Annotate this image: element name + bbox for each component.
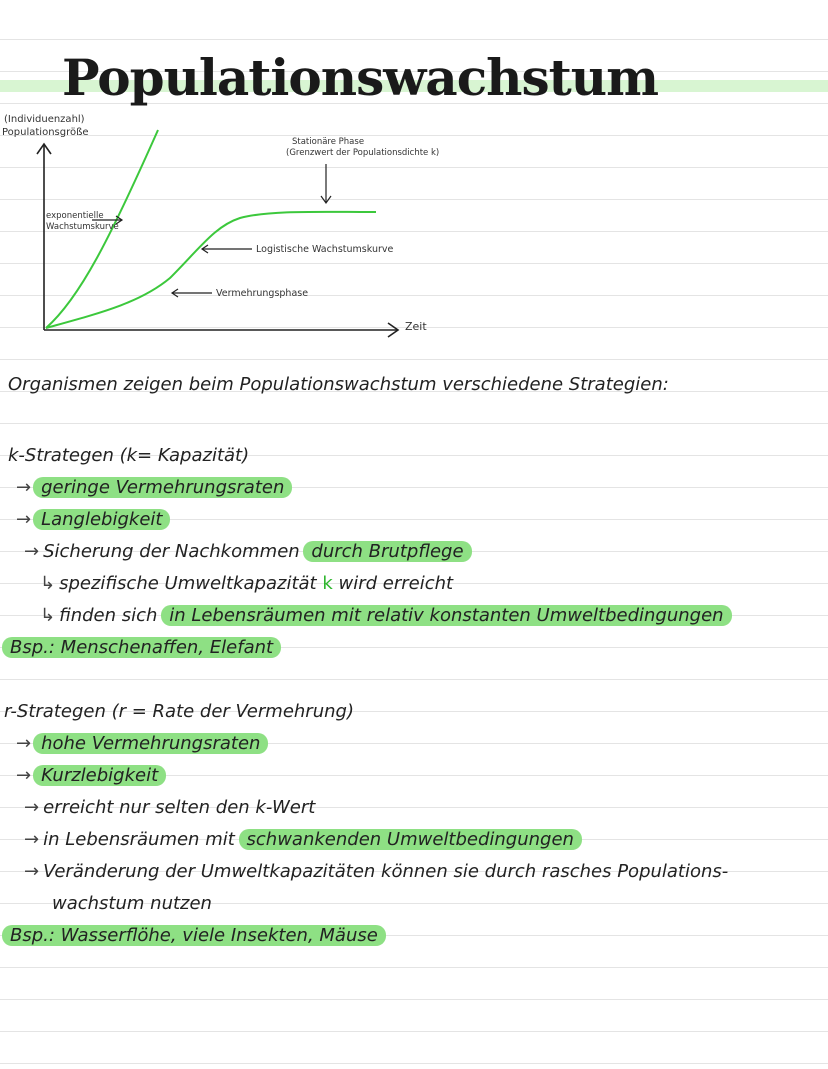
r-item-habitat (24, 829, 580, 850)
highlighted-text: Kurzlebigkeit (33, 765, 166, 786)
r-item-capacity-change-cont: wachstum nutzen (52, 893, 212, 914)
y-axis-label-count: (Individuenzahl) (4, 114, 85, 125)
reproduction-label: Vermehrungsphase (216, 288, 309, 299)
return-arrow-icon: ↳ (40, 573, 56, 594)
logistic-label: Logistische Wachstumskurve (256, 244, 394, 255)
arrow-icon: → (24, 541, 40, 562)
k-strategists-heading: k-Strategen (k= Kapazität) (8, 445, 250, 466)
plain-text: finden sich (59, 605, 158, 626)
plain-text: erreicht nur selten den k-Wert (43, 797, 316, 818)
r-strategists-heading: r-Strategen (r = Rate der Vermehrung) (4, 701, 354, 722)
exponential-label-1: exponentielle (46, 211, 104, 221)
r-example (4, 925, 384, 946)
highlighted-text: Bsp.: Wasserflöhe, viele Insekten, Mäuse (2, 925, 386, 946)
k-example (4, 637, 279, 658)
k-symbol: k (322, 573, 333, 594)
highlighted-text: geringe Vermehrungsraten (33, 477, 292, 498)
k-sub-habitat (40, 605, 730, 626)
y-axis-label-size: Populationsgröße (2, 127, 89, 138)
k-item-offspring (24, 541, 470, 562)
r-item-capacity-change (24, 861, 728, 882)
r-item-reproduction (16, 733, 266, 754)
plain-text: Veränderung der Umweltkapazitäten können sie durch rasches Populations- (43, 861, 729, 882)
highlighted-text: hohe Vermehrungsraten (33, 733, 268, 754)
arrow-icon: → (16, 733, 32, 754)
r-item-k-value (24, 797, 315, 818)
plain-text: spezifische Umweltkapazität (59, 573, 317, 594)
highlighted-text: Langlebigkeit (33, 509, 170, 530)
arrow-icon: → (24, 861, 40, 882)
r-item-short-life (16, 765, 164, 786)
highlighted-text: schwankenden Umweltbedingungen (239, 829, 582, 850)
return-arrow-icon: ↳ (40, 605, 56, 626)
arrow-icon: → (24, 797, 40, 818)
arrow-icon: → (24, 829, 40, 850)
population-growth-graph (0, 108, 480, 348)
plain-text: Sicherung der Nachkommen (43, 541, 300, 562)
stationary-phase-label-2: (Grenzwert der Populationsdichte k) (286, 148, 440, 158)
arrow-icon: → (16, 765, 32, 786)
highlighted-text: in Lebensräumen mit relativ konstanten Umweltbedingungen (161, 605, 731, 626)
arrow-icon: → (16, 509, 32, 530)
k-sub-capacity (40, 573, 453, 594)
k-item-longevity (16, 509, 168, 530)
x-axis-label: Zeit (405, 320, 427, 333)
highlighted-text: durch Brutpflege (303, 541, 471, 562)
exponential-label-2: Wachstumskurve (46, 222, 119, 232)
stationary-phase-label-1: Stationäre Phase (292, 137, 365, 147)
arrow-icon: → (16, 477, 32, 498)
plain-text: wird erreicht (338, 573, 454, 594)
highlighted-text: Bsp.: Menschenaffen, Elefant (2, 637, 281, 658)
page-title: Populationswachstum (62, 48, 658, 107)
k-item-reproduction (16, 477, 290, 498)
plain-text: in Lebensräumen mit (43, 829, 235, 850)
intro-text: Organismen zeigen beim Populationswachstum verschiedene Strategien: (8, 374, 669, 395)
